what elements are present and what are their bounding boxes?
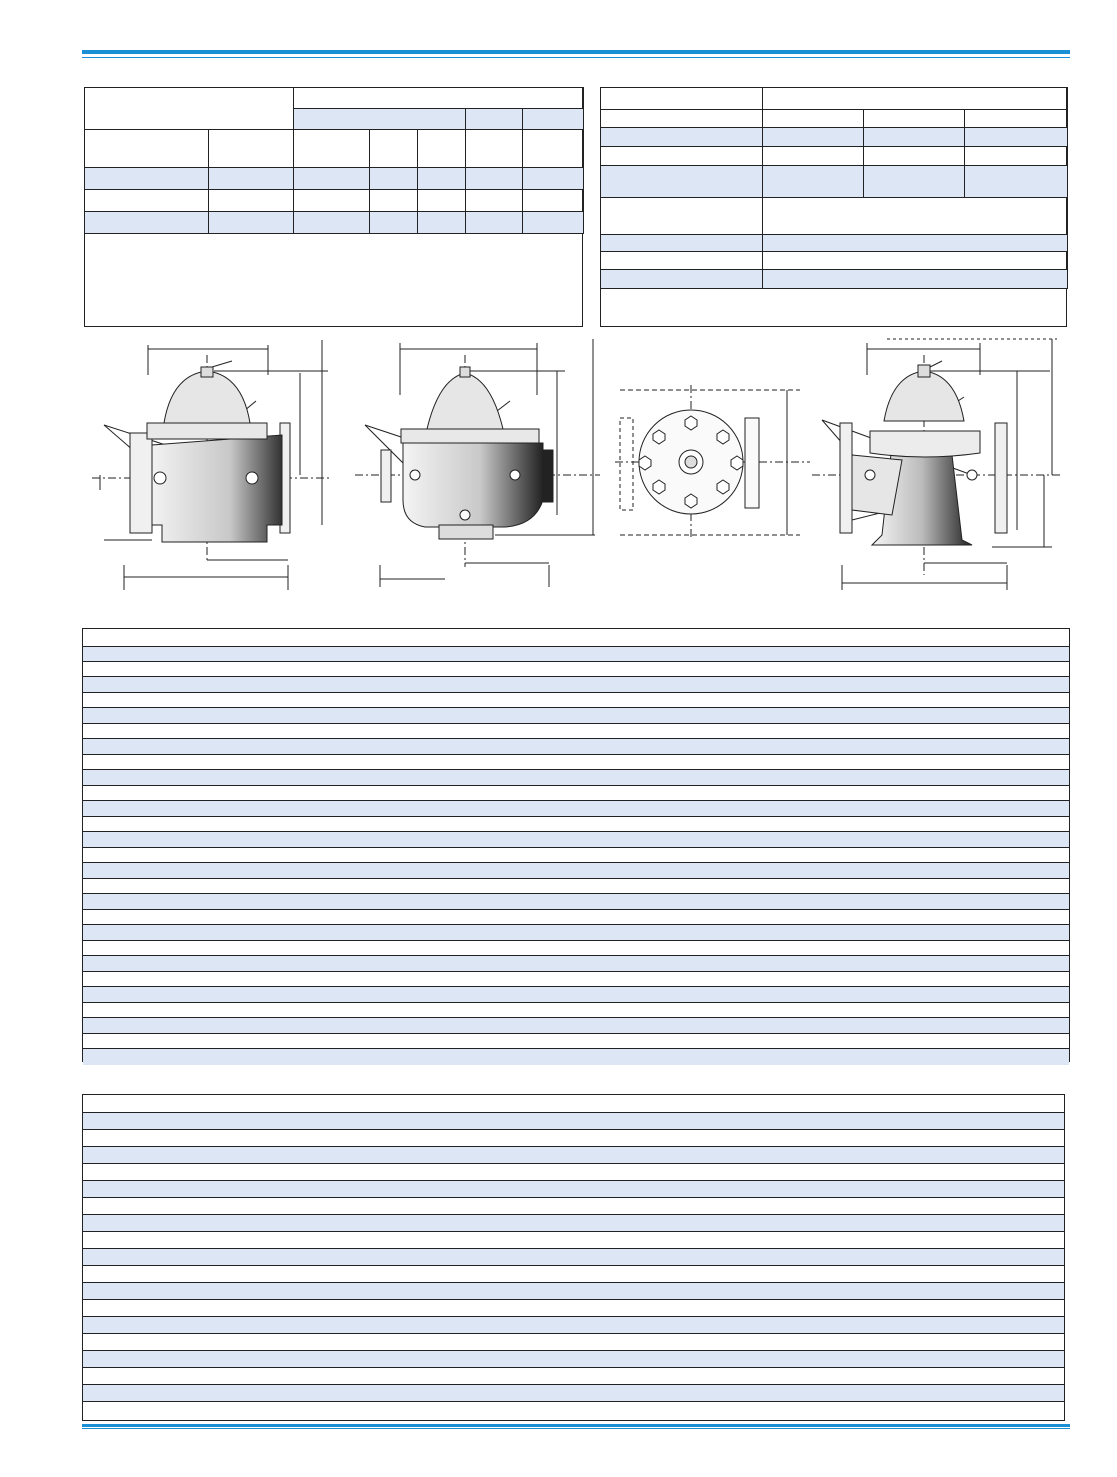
left-spec-table-wrapper <box>84 87 583 327</box>
table-row <box>83 1300 1064 1317</box>
header-rule-thin <box>82 57 1070 58</box>
table-cell <box>466 130 523 168</box>
table-row <box>601 147 1068 166</box>
table-cell <box>523 109 584 130</box>
table-row <box>601 252 1068 270</box>
table-row <box>83 724 1069 739</box>
table-row <box>83 1198 1064 1215</box>
table-row <box>601 198 1068 235</box>
striped-table-1 <box>82 628 1070 1062</box>
table-row <box>83 1034 1069 1049</box>
table-row <box>83 894 1069 910</box>
table-row <box>83 770 1069 786</box>
table-row <box>85 212 584 234</box>
table-row <box>83 662 1069 677</box>
table-row <box>83 1334 1064 1351</box>
table-row <box>83 832 1069 848</box>
table-cell <box>370 130 418 168</box>
table-row <box>83 1049 1069 1065</box>
table-row <box>83 1095 1064 1113</box>
table-row <box>83 693 1069 708</box>
table-row <box>83 629 1069 647</box>
striped-table-2 <box>82 1094 1065 1421</box>
table-row <box>83 1402 1064 1419</box>
table-row <box>83 1317 1064 1334</box>
table-row <box>83 708 1069 724</box>
table-cell <box>601 88 763 110</box>
table-row <box>83 801 1069 817</box>
table-row <box>601 128 1068 147</box>
table-row <box>83 1249 1064 1266</box>
table-cell <box>763 88 1068 110</box>
table-row <box>83 1147 1064 1164</box>
table-row <box>83 739 1069 755</box>
table-cell <box>466 109 523 130</box>
table-row <box>83 863 1069 879</box>
table-row <box>83 972 1069 987</box>
footer-rule <box>82 1424 1070 1427</box>
table-row <box>83 1385 1064 1402</box>
table-row <box>83 1018 1069 1034</box>
table-row <box>83 925 1069 941</box>
table-row <box>83 848 1069 863</box>
table-row <box>83 1164 1064 1181</box>
table-row <box>601 166 1068 198</box>
table-row <box>83 1368 1064 1385</box>
table-row <box>83 1181 1064 1198</box>
table-row <box>601 235 1068 252</box>
table-row <box>83 755 1069 770</box>
table-row <box>83 956 1069 972</box>
table-row <box>85 190 584 212</box>
table-cell <box>85 88 294 130</box>
table-row <box>83 1003 1069 1018</box>
table-cell <box>523 130 584 168</box>
table-row <box>83 910 1069 925</box>
table-row <box>83 1351 1064 1368</box>
globe-valve-side-view <box>92 335 342 595</box>
table-row <box>83 1283 1064 1300</box>
table-cell <box>418 130 466 168</box>
table-row <box>83 1266 1064 1283</box>
table-cell <box>85 130 209 168</box>
table-cell <box>294 88 584 109</box>
table-row <box>601 110 1068 128</box>
angle-valve-side-view <box>812 335 1067 595</box>
table-row <box>83 941 1069 956</box>
table-row <box>83 987 1069 1003</box>
globe-valve-front-view <box>355 335 605 595</box>
table-row <box>83 677 1069 693</box>
table-row <box>601 270 1068 289</box>
table-row <box>83 1113 1064 1130</box>
table-cell <box>294 130 370 168</box>
right-spec-table <box>600 87 1068 289</box>
table-row <box>83 1232 1064 1249</box>
table-cell <box>209 130 294 168</box>
table-row <box>83 1215 1064 1232</box>
table-row <box>83 879 1069 894</box>
table-row <box>83 1130 1064 1147</box>
valve-flange-end-view <box>615 380 815 545</box>
table-row <box>83 647 1069 662</box>
table-row <box>83 786 1069 801</box>
right-spec-table-wrapper <box>600 87 1067 327</box>
header-rule <box>82 50 1070 54</box>
table-row <box>83 817 1069 832</box>
table-cell <box>294 109 466 130</box>
table-row <box>85 168 584 190</box>
footer-rule-thin <box>82 1428 1070 1429</box>
left-spec-table <box>84 87 584 234</box>
